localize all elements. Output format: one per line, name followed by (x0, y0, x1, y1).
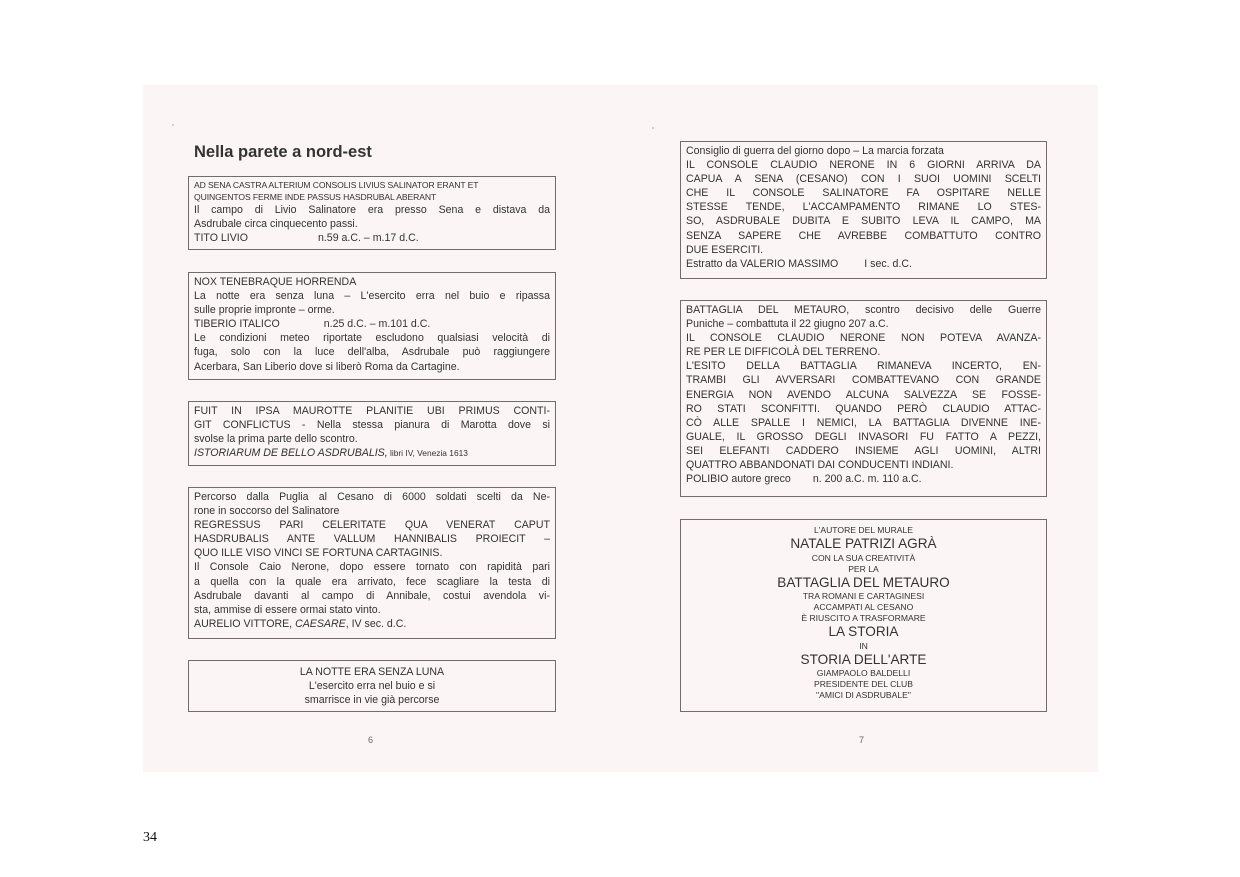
text-line: SENZA SAPERE CHE AVREBBE COMBATTUTO CONTRO (686, 229, 1041, 242)
text-line: IL CONSOLE CLAUDIO NERONE NON POTEVA AVANZA- (686, 332, 1041, 345)
citation-dates: I sec. d.C. (864, 257, 912, 270)
text-line: NOX TENEBRAQUE HORRENDA (194, 276, 357, 288)
citation-details: , IV sec. d.C. (345, 617, 407, 630)
credit-line: TRA ROMANI E CARTAGINESI (802, 591, 925, 601)
text-line: Percorso dalla Puglia al Cesano di 6000 soldati scelti da Ne- (194, 491, 550, 503)
text-line: TRAMBI GLI AVVERSARI COMBATTEVANO CON GRANDE (686, 374, 1041, 387)
citation-dates: n. 200 a.C. m. 110 a.C. (812, 473, 922, 486)
page-heading: Nella parete a nord-est (194, 143, 372, 161)
credit-line: ACCAMPATI AL CESANO (813, 602, 914, 612)
credit-line: CON LA SUA CREATIVITÀ (811, 552, 916, 563)
credit-art-history: STORIA DELL'ARTE (800, 651, 927, 667)
citation (194, 446, 550, 460)
citation-author: TIBERIO ITALICO (194, 318, 280, 331)
citation-title: ISTORIARUM DE BELLO ASDRUBALIS, (194, 447, 388, 460)
citation-dates: n.59 a.C. – m.17 d.C. (317, 232, 419, 245)
citation-dates: n.25 d.C. – m.101 d.C. (323, 318, 431, 331)
text-line: SO, ASDRUBALE DUBITA E SUBITO LEVA IL CAMPO, MA (686, 215, 1041, 228)
quote-box-polibio (680, 300, 1047, 497)
page-number-left: 6 (368, 735, 374, 745)
text-line: DUE ESERCITI. (686, 243, 764, 256)
text-line: CAPUA A SENA (CESANO) CON I SUOI UOMINI SCELTI (686, 173, 1041, 186)
summary-box-notte (188, 660, 556, 712)
text-line: Le condizioni meteo riportate escludono qualsiasi velocità di (194, 332, 550, 345)
text-line: RE PER LE DIFFICOLÀ DEL TERRENO. (686, 346, 881, 359)
quote-box-aurelio-vittore (188, 487, 556, 639)
latin-line: QUINGENTOS FERME INDE PASSUS HASDRUBAL ABERANT (194, 192, 437, 202)
text-line: a quella con la quale era arrivato, fece scagliare la testa di (194, 575, 550, 588)
text-line: La notte era senza luna – L'esercito erra nel buio e ripassa (194, 290, 550, 303)
citation-title: CAESARE (295, 617, 346, 630)
text-line: sulle proprie impronte – orme. (194, 304, 335, 317)
text-line: IL CONSOLE CLAUDIO NERONE IN 6 GIORNI ARRIVA DA (686, 159, 1041, 172)
quote-box-tito-livio (188, 176, 556, 250)
quote-box-maurotte (188, 401, 556, 466)
text-line: fuga, solo con la luce dell'alba, Asdrubale può raggiungere (194, 346, 550, 359)
citation-author: AURELIO VITTORE, (194, 617, 296, 630)
text-line: Asdrubale circa cinquecento passi. (194, 218, 358, 231)
citation (194, 617, 550, 631)
text-line: L'esercito erra nel buio e si (308, 680, 436, 693)
text-line: Puniche – combattuta il 22 giugno 207 a.C. (686, 318, 889, 331)
text-line: ENERGIA NON AVENDO ALCUNA SALVEZZA SE FOSSE- (686, 388, 1041, 401)
text-line: L'ESITO DELLA BATTAGLIA RIMANEVA INCERTO, EN- (686, 360, 1041, 373)
text-line: rone in soccorso del Salinatore (194, 505, 340, 518)
credit-line: È RIUSCITO A TRASFORMARE (801, 613, 926, 623)
page-number-right: 7 (859, 735, 865, 745)
credit-signature: "AMICI DI ASDRUBALE" (816, 690, 911, 700)
document-page-number: 34 (143, 830, 157, 845)
citation-details: libri IV, Venezia 1613 (387, 448, 468, 459)
credit-signature: PRESIDENTE DEL CLUB (813, 679, 913, 689)
text-line: REGRESSUS PARI CELERITATE QUA VENERAT CAPUT (194, 519, 550, 532)
scan-speck (172, 124, 174, 126)
text-line: smarrisce in vie già percorse (304, 694, 440, 707)
credit-signature: GIAMPAOLO BALDELLI (816, 668, 911, 678)
credit-history: LA STORIA (828, 624, 899, 639)
citation (686, 257, 1041, 271)
citation-author: POLIBIO autore greco (686, 473, 791, 486)
text-line: Il Console Caio Nerone, dopo essere tornato con rapidità pari (194, 561, 550, 574)
citation (686, 472, 1041, 486)
citation (194, 231, 550, 245)
text-line: QUO ILLE VISO VINCI SE FORTUNA CARTAGINIS. (194, 547, 443, 560)
latin-line: AD SENA CASTRA ALTERIUM CONSOLIS LIVIUS SALINATOR ERANT ET (194, 180, 479, 190)
text-line: CÒ ALLE SPALLE I NEMICI, LA BATTAGLIA DIVENNE INE- (686, 416, 1041, 429)
text-line: STESSE TENDE, L'ACCAMPAMENTO RIMANE LO STES- (686, 201, 1041, 214)
text-line: FUIT IN IPSA MAUROTTE PLANITIE UBI PRIMUS CONTI- (194, 405, 550, 417)
citation (194, 317, 550, 331)
text-line: svolse la prima parte dello scontro. (194, 433, 358, 446)
text-line: Consiglio di guerra del giorno dopo – La marcia forzata (686, 145, 944, 157)
text-line: GIT CONFLICTUS - Nella stessa pianura di Marotta dove si (194, 419, 550, 432)
text-line: Asdrubale davanti al campo di Annibale, costui avendola vi- (194, 589, 550, 602)
text-line: HASDRUBALIS ANTE VALLUM HANNIBALIS PROIECIT – (194, 533, 550, 546)
quote-box-tiberio-italico (188, 272, 556, 380)
credit-artist-name: NATALE PATRIZI AGRÀ (790, 536, 937, 551)
text-line: LA NOTTE ERA SENZA LUNA (299, 666, 445, 678)
citation-source: Estratto da VALERIO MASSIMO (686, 257, 839, 270)
credit-line: PER LA (848, 563, 879, 574)
scan-speck (652, 127, 654, 129)
text-line: QUATTRO ABBANDONATI DAI CONDUCENTI INDIANI. (686, 459, 954, 472)
text-line: SEI ELEFANTI CADDERO INSIEME AGLI UOMINI, ALTRI (686, 444, 1041, 457)
mural-credit-box (680, 519, 1047, 712)
text-line: CHE IL CONSOLE SALINATORE FA OSPITARE NELLE (686, 187, 1041, 200)
credit-line: L'AUTORE DEL MURALE (813, 525, 914, 535)
quote-box-valerio-massimo (680, 141, 1047, 279)
citation-author: TITO LIVIO (194, 232, 248, 245)
credit-line: IN (859, 640, 868, 651)
text-line: sta, ammise di essere ormai stato vinto. (194, 603, 381, 616)
text-line: Il campo di Livio Salinatore era presso Sena e distava da (194, 204, 550, 216)
text-line: Acerbara, San Liberio dove si liberò Roma da Cartagine. (194, 360, 460, 373)
text-line: BATTAGLIA DEL METAURO, scontro decisivo delle Guerre (686, 304, 1041, 316)
text-line: GUALE, IL GROSSO DEGLI INVASORI FU FATTO A PEZZI, (686, 430, 1041, 443)
text-line: RO STATI SCONFITTI. QUANDO PERÒ CLAUDIO ATTAC- (686, 402, 1041, 415)
credit-battle-name: BATTAGLIA DEL METAURO (777, 574, 950, 590)
